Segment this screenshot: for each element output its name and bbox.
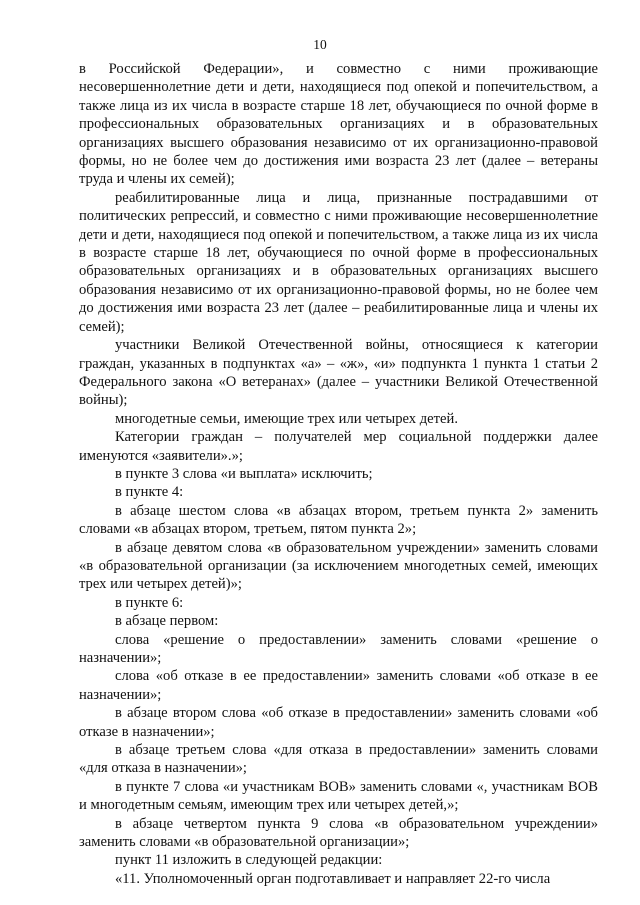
paragraph: многодетные семьи, имеющие трех или четырех детей. xyxy=(115,410,458,427)
paragraph: в абзаце втором слова «об отказе в предоставлении» заменить словами «об отказе в назначении»; xyxy=(79,705,598,740)
paragraph: в абзаце шестом слова «в абзацах втором, третьем пункта 2» заменить словами «в абзацах втором, третьем, пятом пункта 2»; xyxy=(79,502,598,538)
page-number: 10 xyxy=(313,37,327,52)
document-body xyxy=(79,60,598,888)
paragraph: участники Великой Отечественной войны, относящиеся к категории граждан, указанных в подпунктах «а» – «ж», «и» подпункта 1 пункта 1 статьи 2 Федерального закона «О ветеранах» (далее – участники Великой Отечественной войны); xyxy=(79,337,598,409)
paragraph: слова «решение о предоставлении» заменить словами «решение о назначении»; xyxy=(79,631,598,666)
paragraph: в пункте 3 слова «и выплата» исключить; xyxy=(115,465,373,482)
paragraph: в Российской Федерации», и совместно с ними проживающие несовершеннолетние дети и дети, находящиеся под опекой и попечительством, а также лица из их числа в возрасте старше 18 лет, обучающиеся по очной форме в профессиональных образовательных организациях и в образовательных организациях высшего образования независимо от их организационно-правовой формы, но не более чем до достижения ими возраста 23 лет (далее – ветераны труда и члены их семей); xyxy=(79,61,598,188)
paragraph: реабилитированные лица и лица, признанные пострадавшими от политических репрессий, и совместно с ними проживающие несовершеннолетние дети и дети, находящиеся под опекой и попечительством, а также лица из их числа в возрасте старше 18 лет, обучающиеся по очной форме в профессиональных образовательных организациях и в образовательных организациях высшего образования независимо от их организационно-правовой формы, но не более чем до достижения ими возраста 23 лет (далее – реабилитированные лица и члены их семей); xyxy=(79,189,598,335)
paragraph: в абзаце третьем слова «для отказа в предоставлении» заменить словами «для отказа в назначении»; xyxy=(79,742,598,777)
paragraph: в пункте 7 слова «и участникам ВОВ» заменить словами «, участникам ВОВ и многодетным семьям, имеющим трех или четырех детей,»; xyxy=(79,778,598,814)
paragraph: пункт 11 изложить в следующей редакции: xyxy=(115,852,383,869)
paragraph: в пункте 4: xyxy=(115,484,184,501)
paragraph: в абзаце первом: xyxy=(115,613,219,630)
paragraph: Категории граждан – получателей мер социальной поддержки далее именуются «заявители».»; xyxy=(79,429,598,464)
paragraph: «11. Уполномоченный орган подготавливает и направляет 22-го числа xyxy=(115,870,551,887)
paragraph: в абзаце четвертом пункта 9 слова «в образовательном учреждении» заменить словами «в образовательной организации»; xyxy=(79,815,598,851)
paragraph: слова «об отказе в ее предоставлении» заменить словами «об отказе в ее назначении»; xyxy=(79,668,598,703)
paragraph: в пункте 6: xyxy=(115,594,184,611)
paragraph: в абзаце девятом слова «в образовательном учреждении» заменить словами «в образовательной организации (за исключением многодетных семей, имеющих трех или четырех детей)»; xyxy=(79,539,598,593)
